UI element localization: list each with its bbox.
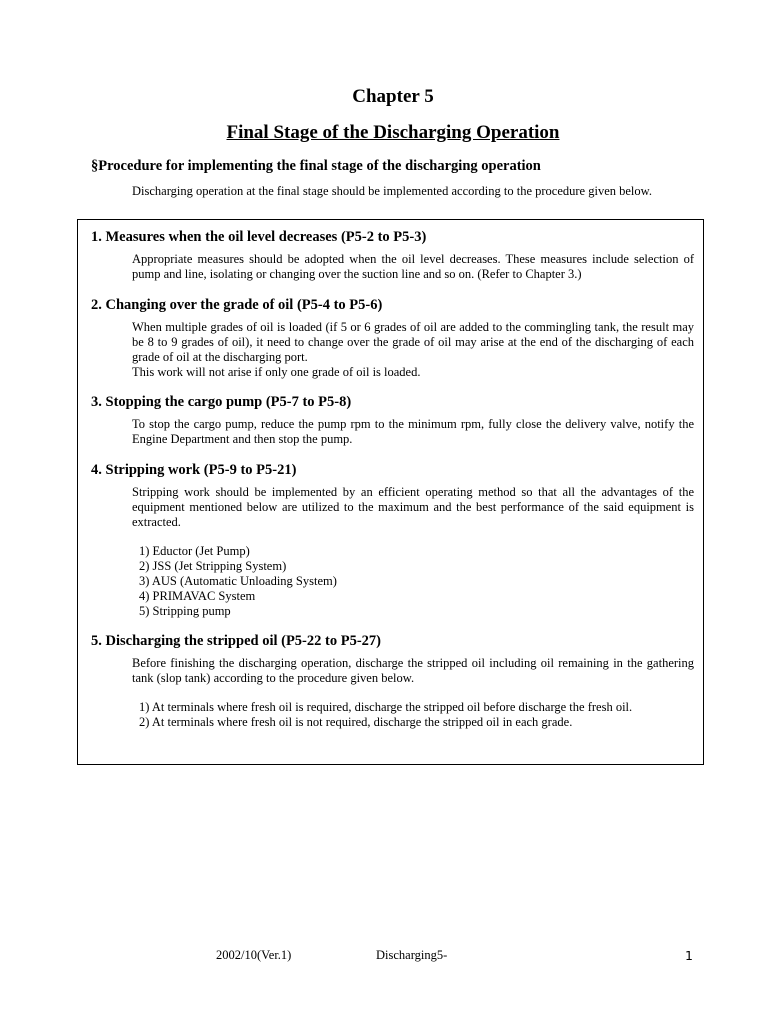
list-item: 2) At terminals where fresh oil is not required, discharge the stripped oil in each grade. bbox=[139, 715, 573, 729]
section-heading: 3. Stopping the cargo pump (P5-7 to P5-8) bbox=[91, 394, 352, 410]
section-body bbox=[132, 417, 694, 447]
section-paragraph: This work will not arise if only one grade of oil is loaded. bbox=[132, 365, 421, 379]
list-item: 2) JSS (Jet Stripping System) bbox=[139, 559, 287, 573]
section-heading: 1. Measures when the oil level decreases (P5-2 to P5-3) bbox=[91, 229, 427, 245]
list-item: 3) AUS (Automatic Unloading System) bbox=[139, 574, 337, 588]
section-1 bbox=[91, 228, 695, 282]
chapter-subtitle: Final Stage of the Discharging Operation bbox=[226, 122, 560, 143]
footer-chapter-label: Discharging5- bbox=[376, 948, 448, 962]
footer-page-number: 1 bbox=[685, 948, 693, 963]
section-paragraph: Stripping work should be implemented by an efficient operating method so that all the advantages of the equipment mentioned below are utilized to the maximum and the best performance of the said equipment is extracted. bbox=[132, 485, 694, 529]
footer-version: 2002/10(Ver.1) bbox=[216, 948, 292, 962]
section-paragraph: Appropriate measures should be adopted when the oil level decreases. These measures include selection of pump and line, isolating or changing over the suction line and so on. (Refer to Chapter 3.) bbox=[132, 252, 694, 281]
section-body bbox=[132, 252, 694, 282]
chapter-title: Chapter 5 bbox=[352, 86, 434, 107]
list-item: 4) PRIMAVAC System bbox=[139, 589, 256, 603]
equipment-list bbox=[139, 544, 694, 619]
sections-box bbox=[77, 219, 704, 765]
section-2 bbox=[91, 296, 695, 380]
section-body bbox=[132, 485, 694, 619]
list-item: 1) At terminals where fresh oil is required, discharge the stripped oil before discharge the fresh oil. bbox=[139, 700, 633, 714]
list-item: 5) Stripping pump bbox=[139, 604, 231, 618]
section-heading: 5. Discharging the stripped oil (P5-22 to P5-27) bbox=[91, 633, 381, 649]
section-paragraph: Before finishing the discharging operation, discharge the stripped oil including oil remaining in the gathering tank (slop tank) according to the procedure given below. bbox=[132, 656, 694, 685]
section-4 bbox=[91, 461, 695, 619]
section-heading: 2. Changing over the grade of oil (P5-4 to P5-6) bbox=[91, 297, 383, 313]
section-heading: 4. Stripping work (P5-9 to P5-21) bbox=[91, 462, 297, 478]
section-3 bbox=[91, 393, 695, 447]
section-paragraph: When multiple grades of oil is loaded (if 5 or 6 grades of oil are added to the commingling tank, the result may be 8 to 9 grades of oil), it need to change over the grade of oil may arise at the end of the discharging of each grade of oil at the discharging port. bbox=[132, 320, 694, 364]
section-body bbox=[132, 320, 694, 380]
procedure-intro: Discharging operation at the final stage should be implemented according to the procedure given below. bbox=[132, 184, 652, 198]
list-item: 1) Eductor (Jet Pump) bbox=[139, 544, 250, 558]
procedure-heading: §Procedure for implementing the final stage of the discharging operation bbox=[91, 158, 541, 174]
section-body bbox=[132, 656, 694, 730]
procedure-list bbox=[139, 700, 694, 730]
section-paragraph: To stop the cargo pump, reduce the pump rpm to the minimum rpm, fully close the delivery valve, notify the Engine Department and then stop the pump. bbox=[132, 417, 694, 446]
section-5 bbox=[91, 632, 695, 730]
